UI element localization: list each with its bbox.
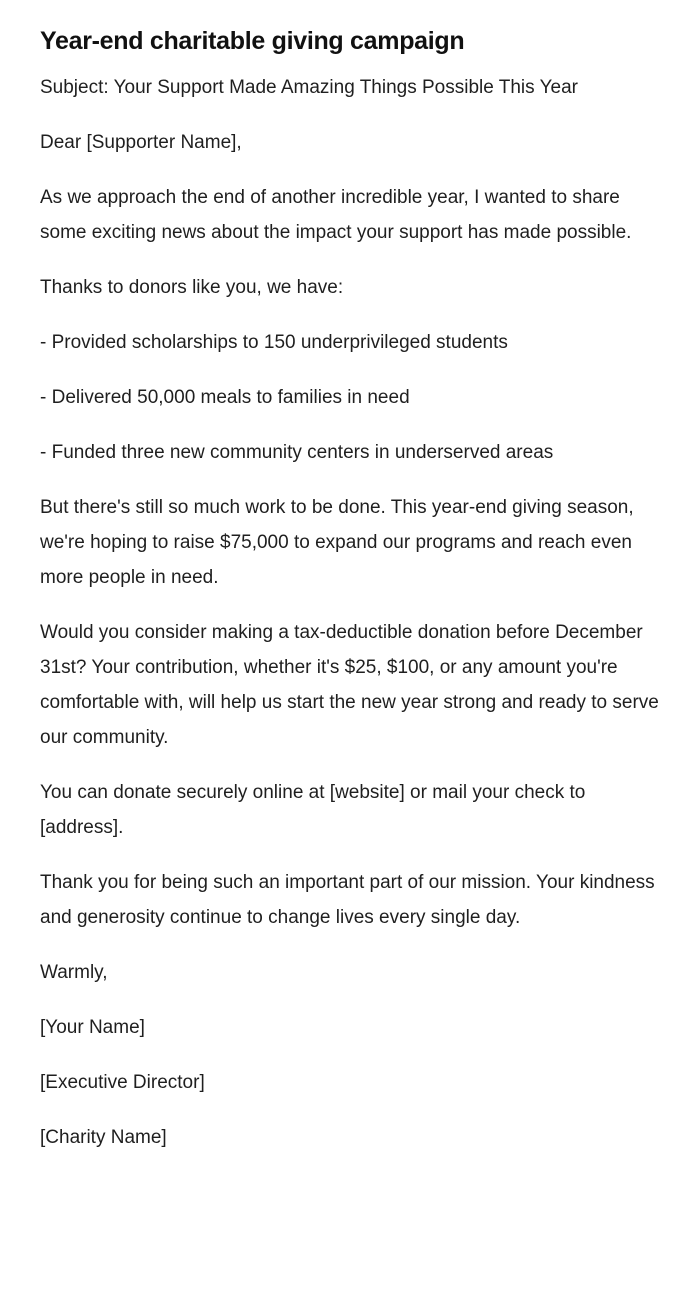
- salutation: Dear [Supporter Name],: [40, 132, 242, 153]
- donation-methods-paragraph: You can donate securely online at [website] or mail your check to [address].: [40, 782, 586, 838]
- impact-item-community-centers: - Funded three new community centers in underserved areas: [40, 442, 554, 463]
- thank-you-paragraph: Thank you for being such an important part of our mission. Your kindness and generosity continue to change lives every single day.: [40, 872, 655, 928]
- intro-paragraph: As we approach the end of another incredible year, I wanted to share some exciting news about the impact your support has made possible.: [40, 187, 632, 243]
- signature-role: [Executive Director]: [40, 1072, 205, 1093]
- signature-organization: [Charity Name]: [40, 1127, 167, 1148]
- impact-intro: Thanks to donors like you, we have:: [40, 277, 344, 298]
- impact-item-meals: - Delivered 50,000 meals to families in need: [40, 387, 410, 408]
- donation-ask-paragraph: Would you consider making a tax-deductible donation before December 31st? Your contribution, whether it's $25, $100, or any amount you're comfortable with, will help us start the new year strong and ready to serve our community.: [40, 622, 659, 748]
- signature-name: [Your Name]: [40, 1017, 145, 1038]
- subject-line: Subject: Your Support Made Amazing Things Possible This Year: [40, 77, 578, 98]
- impact-item-scholarships: - Provided scholarships to 150 underprivileged students: [40, 332, 508, 353]
- document-title: Year-end charitable giving campaign: [40, 27, 465, 55]
- fundraising-goal-paragraph: But there's still so much work to be done. This year-end giving season, we're hoping to raise $75,000 to expand our programs and reach even more people in need.: [40, 497, 634, 588]
- closing: Warmly,: [40, 962, 108, 983]
